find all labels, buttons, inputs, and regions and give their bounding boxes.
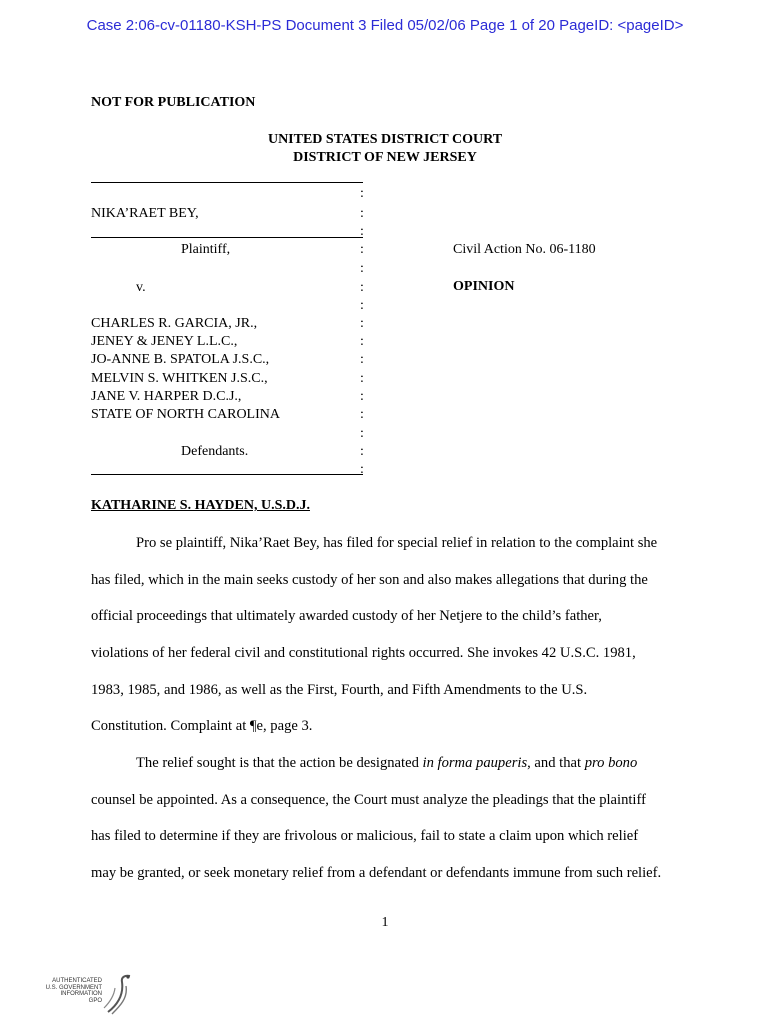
body-line (136, 755, 637, 772)
caption-colon: : (360, 426, 364, 441)
judge-name: KATHARINE S. HAYDEN, U.S.D.J. (91, 498, 310, 513)
caption-colon: : (360, 316, 364, 331)
caption-colon: : (360, 462, 364, 477)
body-line: violations of her federal civil and constitutional rights occurred. She invokes 42 U.S.C. 1981, (91, 645, 636, 661)
defendant-name: STATE OF NORTH CAROLINA (91, 407, 280, 422)
page-number: 1 (381, 915, 389, 930)
civil-action-number: Civil Action No. 06-1180 (453, 242, 596, 257)
latin-term: pro bono (584, 755, 638, 771)
body-line: official proceedings that ultimately awarded custody of her Netjere to the child’s father, (91, 608, 602, 624)
defendant-name: MELVIN S. WHITKEN J.S.C., (91, 371, 268, 386)
caption-colon: : (360, 280, 364, 295)
plaintiff-role: Plaintiff, (181, 242, 231, 257)
caption-colon: : (360, 298, 364, 313)
caption-colon: : (360, 371, 364, 386)
caption-colon: : (360, 261, 364, 276)
defendant-name: JO-ANNE B. SPATOLA J.S.C., (91, 352, 270, 367)
case-header-stamp: Case 2:06-cv-01180-KSH-PS Document 3 Filed 05/02/06 Page 1 of 20 PageID: <pageID> (86, 17, 684, 34)
caption-rule-bottom (91, 474, 363, 475)
body-line: has filed, which in the main seeks custody of her son and also makes allegations that during the (91, 572, 648, 588)
body-line: has filed to determine if they are frivolous or malicious, fail to state a claim upon which relief (91, 828, 639, 844)
body-line: counsel be appointed. As a consequence, the Court must analyze the pleadings that the plaintiff (91, 792, 646, 808)
caption-colon: : (360, 444, 364, 459)
latin-term: in forma pauperis (422, 755, 528, 771)
defendant-name: JANE V. HARPER D.C.J., (91, 389, 242, 404)
body-line: may be granted, or seek monetary relief from a defendant or defendants immune from such relief. (91, 865, 662, 881)
caption-colon: : (360, 224, 364, 239)
defendants-role: Defendants. (181, 444, 249, 459)
court-name: UNITED STATES DISTRICT COURT (267, 132, 503, 147)
caption-colon: : (360, 407, 364, 422)
body-text: The relief sought is that the action be designated (136, 755, 423, 771)
caption-rule-top (91, 182, 363, 183)
gpo-seal (44, 972, 134, 1018)
court-district: DISTRICT OF NEW JERSEY (293, 150, 477, 165)
caption-colon: : (360, 206, 364, 221)
body-text: , and that (527, 755, 585, 771)
caption-colon: : (360, 334, 364, 349)
caption-colon: : (360, 389, 364, 404)
body-line: Pro se plaintiff, Nika’Raet Bey, has filed for special relief in relation to the complaint she (136, 535, 658, 551)
body-line: Constitution. Complaint at ¶e, page 3. (91, 718, 313, 734)
caption-colon: : (360, 242, 364, 257)
gpo-seal-text: AUTHENTICATED U.S. GOVERNMENT INFORMATION GPO (45, 978, 102, 1004)
defendant-name: CHARLES R. GARCIA, JR., (91, 316, 258, 331)
caption-colon: : (360, 186, 364, 201)
plaintiff-name: NIKA’RAET BEY, (91, 206, 199, 221)
document-type: OPINION (453, 279, 515, 294)
caption-rule-middle (91, 237, 363, 238)
defendant-name: JENEY & JENEY L.L.C., (91, 334, 238, 349)
caption-colon: : (360, 352, 364, 367)
body-line: 1983, 1985, and 1986, as well as the First, Fourth, and Fifth Amendments to the U.S. (91, 682, 588, 698)
publication-note: NOT FOR PUBLICATION (91, 95, 256, 110)
versus: v. (136, 280, 146, 295)
eagle-icon (100, 972, 134, 1018)
